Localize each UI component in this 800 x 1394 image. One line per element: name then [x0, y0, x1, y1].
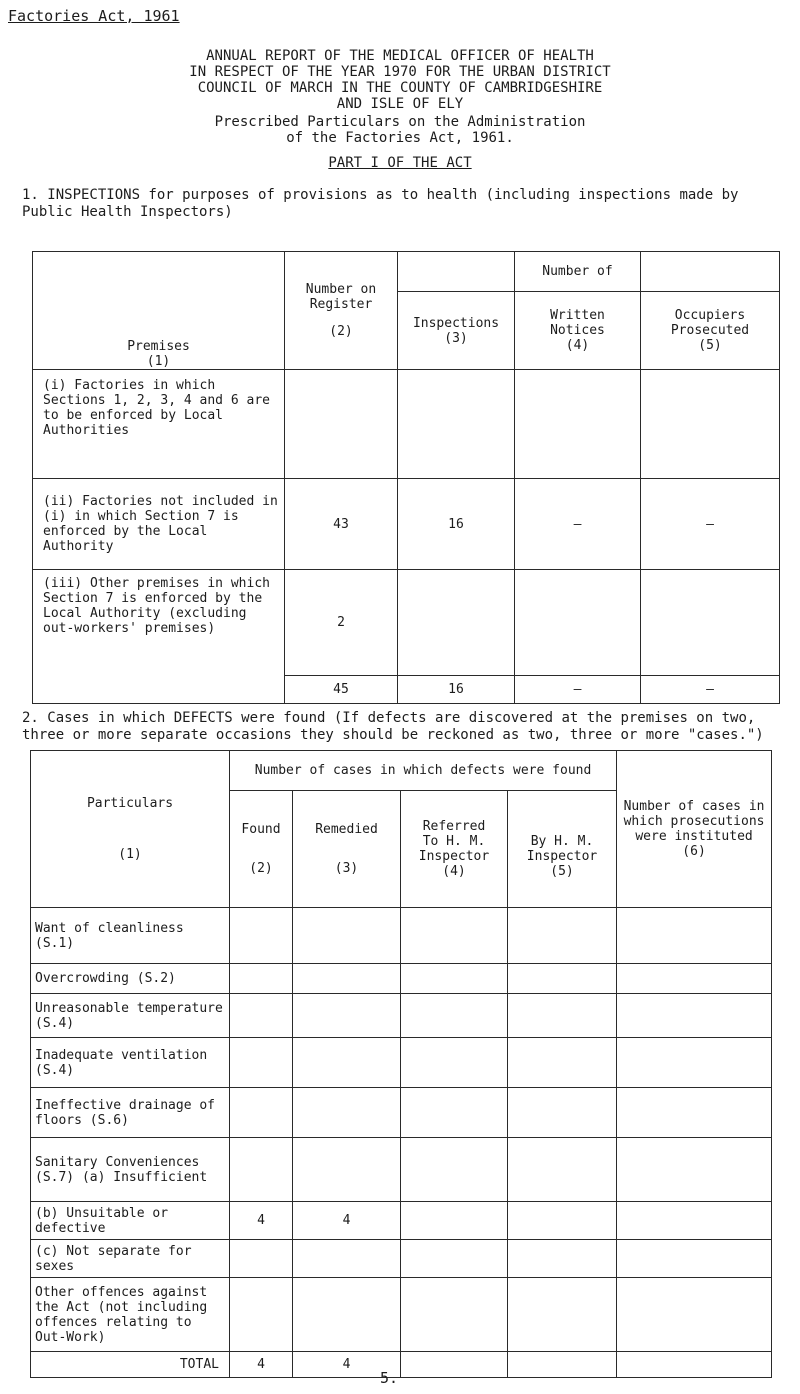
register-cell	[285, 370, 398, 479]
prosecuted-cell	[641, 370, 780, 479]
notices-cell	[515, 570, 641, 676]
row-label: Sanitary Conveniences (S.7) (a) Insufficient	[31, 1138, 230, 1202]
total-label: TOTAL	[31, 1352, 230, 1378]
inspections-cell: 16	[398, 479, 515, 570]
prosecutions-cell	[617, 1202, 772, 1240]
prosecutions-cell	[617, 994, 772, 1038]
to-hm-cell	[401, 1038, 508, 1088]
row-label: Want of cleanliness (S.1)	[31, 908, 230, 964]
inspections-header: Inspections (3)	[398, 292, 515, 370]
row-label: (iii) Other premises in which Section 7 is enforced by the Local Authority (excluding out-workers' premises)	[33, 570, 285, 676]
section-2-heading: 2. Cases in which DEFECTS were found (If defects are discovered at the premises on two, three or more separate occasions they should be reckoned as two, three or more "cases.")	[22, 710, 764, 743]
register-cell: 2	[285, 570, 398, 676]
table-row	[33, 370, 780, 479]
table-row	[31, 1138, 772, 1202]
found-cell	[230, 1088, 293, 1138]
total-row	[31, 1352, 772, 1378]
by-hm-cell	[508, 1240, 617, 1278]
remedied-header: Remedied (3)	[293, 791, 401, 908]
row-label: Overcrowding (S.2)	[31, 964, 230, 994]
total-inspections: 16	[398, 676, 515, 704]
row-label: Ineffective drainage of floors (S.6)	[31, 1088, 230, 1138]
by-hm-cell	[508, 964, 617, 994]
prosecutions-cell	[617, 908, 772, 964]
remedied-cell	[293, 908, 401, 964]
total-label-cell	[33, 676, 285, 704]
found-cell: 4	[230, 1202, 293, 1240]
prosecutions-cell	[617, 964, 772, 994]
remedied-cell	[293, 1088, 401, 1138]
remedied-cell	[293, 1138, 401, 1202]
remedied-cell: 4	[293, 1202, 401, 1240]
found-cell	[230, 964, 293, 994]
to-hm-header: Referred To H. M. Inspector (4)	[401, 791, 508, 908]
row-label: (i) Factories in which Sections 1, 2, 3, 4 and 6 are to be enforced by Local Authorities	[33, 370, 285, 479]
prosecuted-cell	[641, 570, 780, 676]
prosecutions-cell	[617, 1038, 772, 1088]
subtitle-line-1: Prescribed Particulars on the Administration	[214, 114, 586, 130]
total-to-hm	[401, 1352, 508, 1378]
table-row	[31, 1038, 772, 1088]
defects-table	[30, 750, 772, 1378]
inspections-table	[32, 251, 780, 704]
register-header: Number on Register (2)	[285, 252, 398, 370]
inspections-cell	[398, 570, 515, 676]
table-row	[31, 1240, 772, 1278]
found-cell	[230, 1278, 293, 1352]
prosecuted-header: Occupiers Prosecuted (5)	[641, 292, 780, 370]
premises-header: Premises (1)	[33, 252, 285, 370]
row-label: (ii) Factories not included in (i) in which Section 7 is enforced by the Local Authority	[33, 479, 285, 570]
remedied-cell	[293, 1038, 401, 1088]
row-label: (c) Not separate for sexes	[31, 1240, 230, 1278]
found-cell	[230, 1038, 293, 1088]
found-cell	[230, 908, 293, 964]
by-hm-cell	[508, 994, 617, 1038]
by-hm-cell	[508, 1278, 617, 1352]
prosecutions-cell	[617, 1240, 772, 1278]
to-hm-cell	[401, 994, 508, 1038]
report-title-line-3: COUNCIL OF MARCH IN THE COUNTY OF CAMBRIDGESHIRE	[197, 80, 603, 96]
page-number: 5.	[380, 1369, 399, 1387]
running-head: Factories Act, 1961	[8, 7, 180, 25]
found-header: Found (2)	[230, 791, 293, 908]
part-heading: PART I OF THE ACT	[328, 155, 472, 171]
table-row	[31, 1202, 772, 1240]
by-hm-cell	[508, 1088, 617, 1138]
section-1-heading: 1. INSPECTIONS for purposes of provisions as to health (including inspections made by Public Health Inspectors)	[22, 187, 739, 220]
total-found: 4	[230, 1352, 293, 1378]
table-row	[31, 994, 772, 1038]
report-title-line-2: IN RESPECT OF THE YEAR 1970 FOR THE URBAN DISTRICT	[189, 64, 611, 80]
total-row	[33, 676, 780, 704]
total-prosecuted: –	[641, 676, 780, 704]
remedied-cell	[293, 1278, 401, 1352]
to-hm-cell	[401, 1240, 508, 1278]
row-label: Unreasonable temperature (S.4)	[31, 994, 230, 1038]
notices-cell	[515, 370, 641, 479]
found-cell	[230, 994, 293, 1038]
to-hm-cell	[401, 1088, 508, 1138]
inspections-cell	[398, 370, 515, 479]
prosecuted-cell: –	[641, 479, 780, 570]
total-register: 45	[285, 676, 398, 704]
prosecutions-header: Number of cases in which prosecutions were instituted (6)	[617, 751, 772, 908]
to-hm-cell	[401, 1138, 508, 1202]
blank-header-cell	[641, 252, 780, 292]
row-label: (b) Unsuitable or defective	[31, 1202, 230, 1240]
table-row	[31, 908, 772, 964]
total-notices: –	[515, 676, 641, 704]
prosecutions-cell	[617, 1138, 772, 1202]
report-title-line-1: ANNUAL REPORT OF THE MEDICAL OFFICER OF HEALTH	[206, 48, 594, 64]
by-hm-cell	[508, 1138, 617, 1202]
to-hm-cell	[401, 1202, 508, 1240]
table-row	[31, 1278, 772, 1352]
number-of-header: Number of	[515, 252, 641, 292]
notices-header: Written Notices (4)	[515, 292, 641, 370]
total-prosecutions	[617, 1352, 772, 1378]
remedied-cell	[293, 1240, 401, 1278]
remedied-cell	[293, 994, 401, 1038]
notices-cell: –	[515, 479, 641, 570]
by-hm-cell	[508, 1038, 617, 1088]
table-row	[31, 964, 772, 994]
table-row	[31, 1088, 772, 1138]
number-cases-header: Number of cases in which defects were found	[230, 751, 617, 791]
number-of-spacer	[398, 252, 515, 292]
particulars-header: Particulars (1)	[31, 751, 230, 908]
by-hm-cell	[508, 1202, 617, 1240]
report-title-line-4: AND ISLE OF ELY	[336, 96, 464, 112]
to-hm-cell	[401, 908, 508, 964]
prosecutions-cell	[617, 1088, 772, 1138]
to-hm-cell	[401, 1278, 508, 1352]
total-remedied: 4	[293, 1352, 401, 1378]
total-by-hm	[508, 1352, 617, 1378]
by-hm-cell	[508, 908, 617, 964]
row-label: Other offences against the Act (not including offences relating to Out-Work)	[31, 1278, 230, 1352]
table-row	[33, 570, 780, 676]
register-cell: 43	[285, 479, 398, 570]
found-cell	[230, 1240, 293, 1278]
table-row	[33, 479, 780, 570]
to-hm-cell	[401, 964, 508, 994]
remedied-cell	[293, 964, 401, 994]
subtitle-line-2: of the Factories Act, 1961.	[286, 130, 514, 146]
found-cell	[230, 1138, 293, 1202]
prosecutions-cell	[617, 1278, 772, 1352]
row-label: Inadequate ventilation (S.4)	[31, 1038, 230, 1088]
by-hm-header: By H. M. Inspector (5)	[508, 791, 617, 908]
